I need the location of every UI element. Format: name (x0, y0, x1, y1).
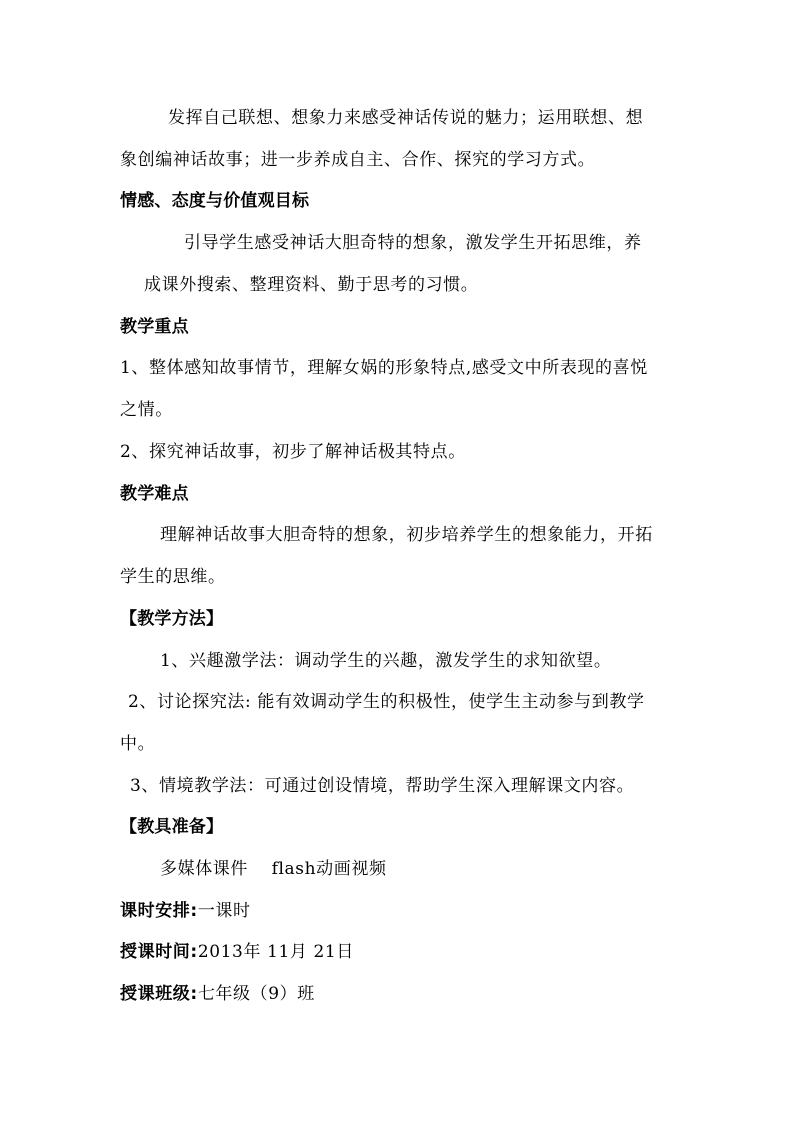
emotion-goal-line-1: 引导学生感受神话大胆奇特的想象，激发学生开拓思维，养 (184, 233, 642, 253)
methods-item-1: 1、兴趣激学法：调动学生的兴趣，激发学生的求知欲望。 (160, 651, 612, 671)
schedule-row (120, 899, 251, 923)
class-value: 七年级（9）班 (197, 984, 315, 1004)
emotion-goal-heading: 情感、态度与价值观目标 (120, 191, 310, 211)
class-row (120, 982, 315, 1006)
methods-item-2-line-1: 2、讨论探究法: 能有效调动学生的积极性，使学生主动参与到教学 (128, 692, 645, 712)
time-value: 2013年 11月 21日 (197, 942, 354, 962)
time-label: 授课时间: (120, 942, 198, 962)
schedule-value: 一课时 (197, 901, 251, 921)
difficulties-heading: 教学难点 (120, 484, 189, 504)
class-label: 授课班级: (120, 984, 198, 1004)
key-points-item-1-line-1: 1、整体感知故事情节，理解女娲的形象特点,感受文中所表现的喜悦 (120, 358, 648, 378)
difficulties-line-1: 理解神话故事大胆奇特的想象，初步培养学生的想象能力，开拓 (160, 525, 653, 545)
methods-item-3: 3、情境教学法：可通过创设情境，帮助学生深入理解课文内容。 (130, 776, 635, 796)
key-points-item-2: 2、探究神话故事，初步了解神话极其特点。 (120, 442, 466, 462)
tools-content: 多媒体课件 flash动画视频 (160, 859, 387, 879)
key-points-item-1-line-2: 之情。 (120, 400, 173, 420)
emotion-goal-line-2: 成课外搜索、整理资料、勤于思考的习惯。 (144, 275, 479, 295)
time-row (120, 940, 354, 964)
tools-heading: 【教具准备】 (120, 817, 224, 837)
schedule-label: 课时安排: (120, 901, 198, 921)
methods-heading: 【教学方法】 (120, 609, 224, 629)
ability-goal-line-1: 发挥自己联想、想象力来感受神话传说的魅力；运用联想、想 (168, 108, 644, 128)
difficulties-line-2: 学生的思维。 (120, 567, 226, 587)
ability-goal-line-2: 象创编神话故事；进一步养成自主、合作、探究的学习方式。 (120, 150, 596, 170)
key-points-heading: 教学重点 (120, 317, 189, 337)
methods-item-2-line-2: 中。 (120, 734, 156, 754)
